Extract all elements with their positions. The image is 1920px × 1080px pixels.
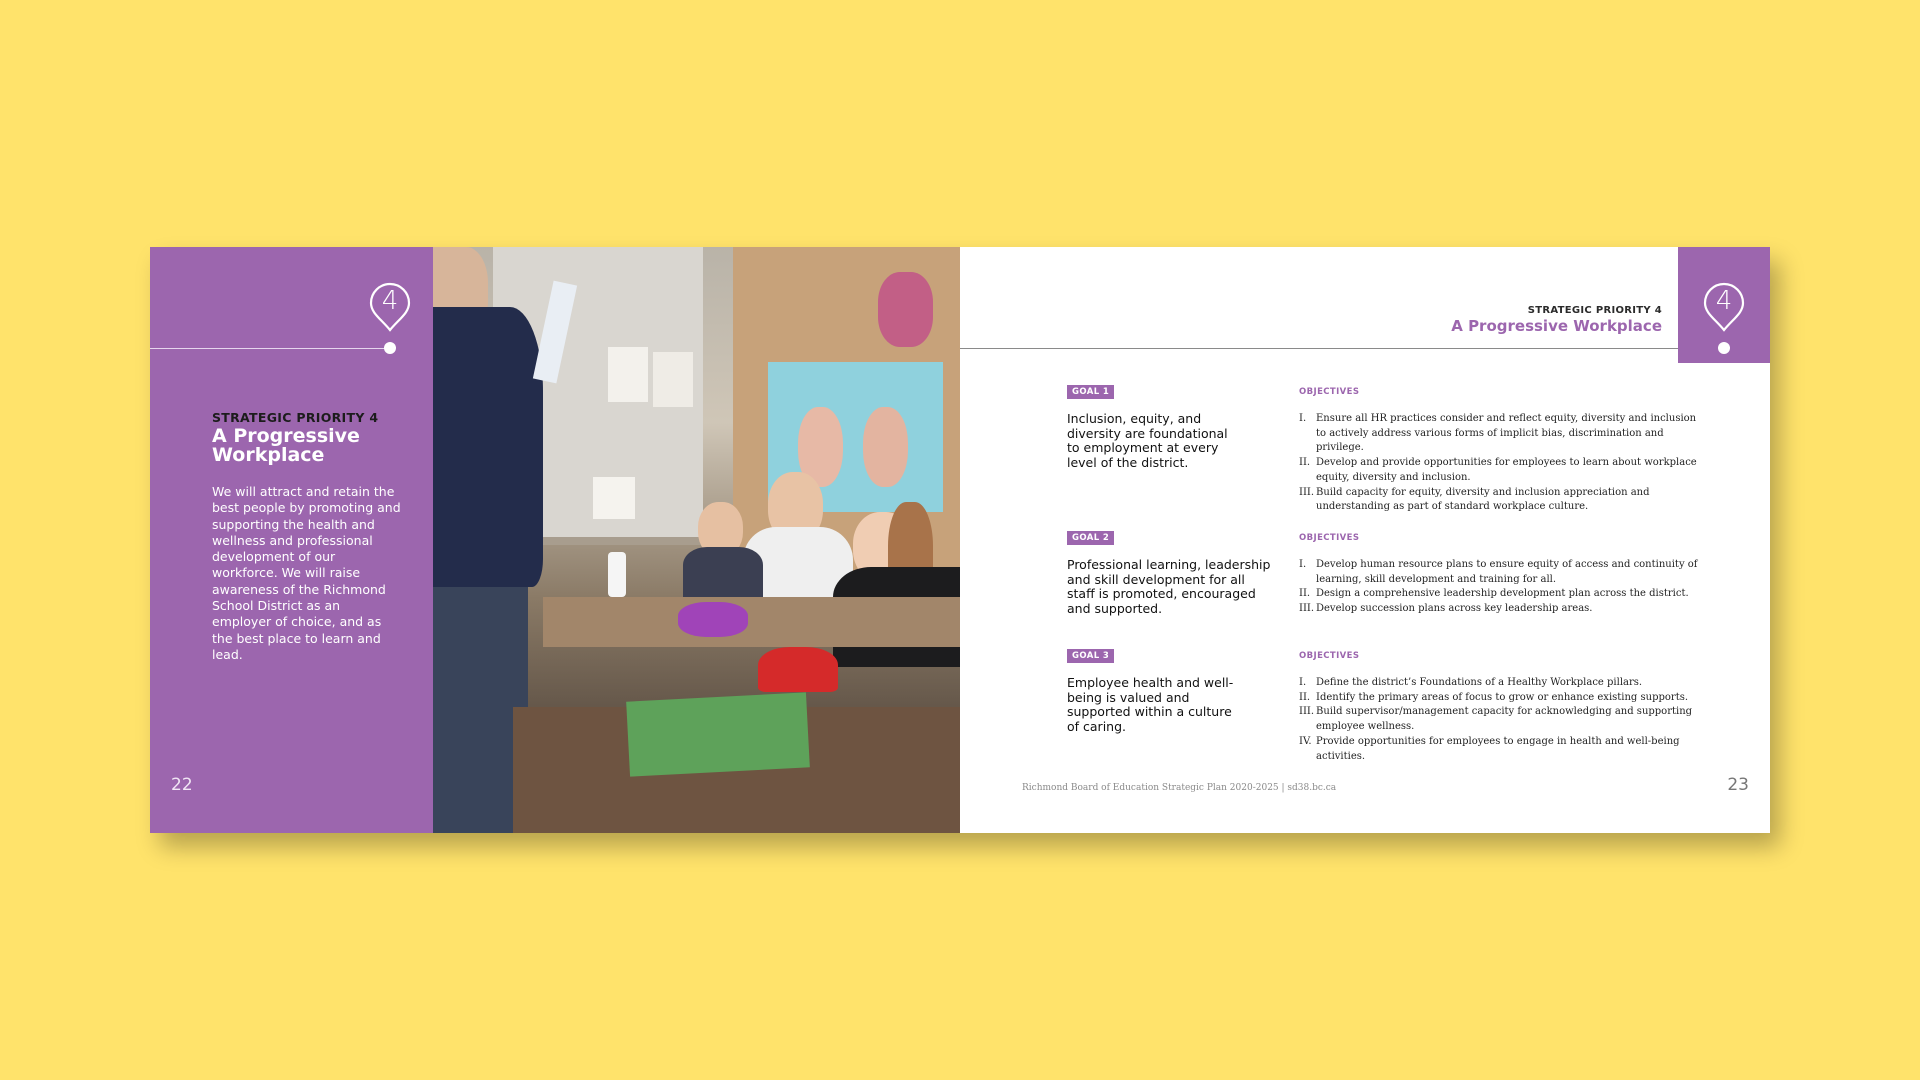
goal-text: Inclusion, equity, and diversity are foundational to employment at every level of the district. [1067, 411, 1228, 470]
priority-description: We will attract and retain the best people by promoting and supporting the health and wellness and professional development of our workforce. We will raise awareness of the Richmond School District as an employer of choice, and as the best place to learn and lead. [212, 484, 401, 662]
map-pin-icon [1703, 282, 1745, 324]
list-item: I. Develop human resource plans to ensure equity of access and continuity of learning, skill development and training for all. [1299, 559, 1698, 585]
list-item: III. Develop succession plans across key leadership areas. [1299, 603, 1593, 615]
list-item: I. Ensure all HR practices consider and reflect equity, diversity and inclusion to actively address various forms of implicit bias, discrimination and privilege. [1299, 413, 1697, 454]
page-number: 23 [1727, 775, 1749, 795]
priority-title: A Progressive Workplace [1451, 317, 1662, 335]
objectives-label: OBJECTIVES [1299, 533, 1360, 543]
objectives-list [1299, 412, 1704, 515]
pin-dot [1718, 342, 1730, 354]
list-item: III. Build capacity for equity, diversity and inclusion appreciation and understanding as part of standard workplace culture. [1299, 486, 1650, 513]
goal-badge: GOAL 2 [1067, 531, 1114, 545]
classroom-photo [433, 247, 960, 833]
objectives-list [1299, 558, 1704, 617]
priority-number: 4 [1715, 286, 1733, 316]
priority-number: 4 [381, 286, 399, 316]
list-item: I. Define the district’s Foundations of a Healthy Workplace pillars. [1299, 677, 1643, 688]
list-item: IV. Provide opportunities for employees to engage in health and well-being activities. [1299, 735, 1680, 762]
goal-badge: GOAL 3 [1067, 649, 1114, 663]
map-pin-icon [369, 282, 411, 324]
goal-badge: GOAL 1 [1067, 385, 1114, 399]
page-footer: Richmond Board of Education Strategic Plan 2020-2025 | sd38.bc.ca [1022, 783, 1337, 793]
list-item: II. Design a comprehensive leadership development plan across the district. [1299, 588, 1689, 600]
divider-line [960, 348, 1730, 349]
priority-kicker: STRATEGIC PRIORITY 4 [212, 410, 379, 425]
goal-text: Employee health and well-being is valued and supported within a culture of caring. [1067, 675, 1234, 734]
list-item: III. Build supervisor/management capacity for acknowledging and supporting employee wellness. [1299, 706, 1693, 733]
list-item: II. Develop and provide opportunities for employees to learn about workplace equity, diversity and inclusion. [1299, 457, 1697, 483]
brochure-spread [150, 247, 1770, 833]
objectives-list [1299, 676, 1704, 764]
priority-tab [1678, 247, 1770, 363]
objectives-label: OBJECTIVES [1299, 651, 1360, 661]
objectives-label: OBJECTIVES [1299, 387, 1360, 397]
pin-dot [384, 342, 396, 354]
goal-text: Professional learning, leadership and skill development for all staff is promoted, encouraged and supported. [1067, 557, 1271, 616]
list-item: II. Identify the primary areas of focus to grow or enhance existing supports. [1299, 691, 1689, 703]
right-page [960, 247, 1770, 833]
priority-title: A Progressive Workplace [212, 425, 360, 466]
left-page-panel [150, 247, 433, 833]
divider-line [150, 348, 390, 349]
page-number: 22 [171, 775, 193, 795]
priority-kicker: STRATEGIC PRIORITY 4 [1527, 305, 1662, 316]
